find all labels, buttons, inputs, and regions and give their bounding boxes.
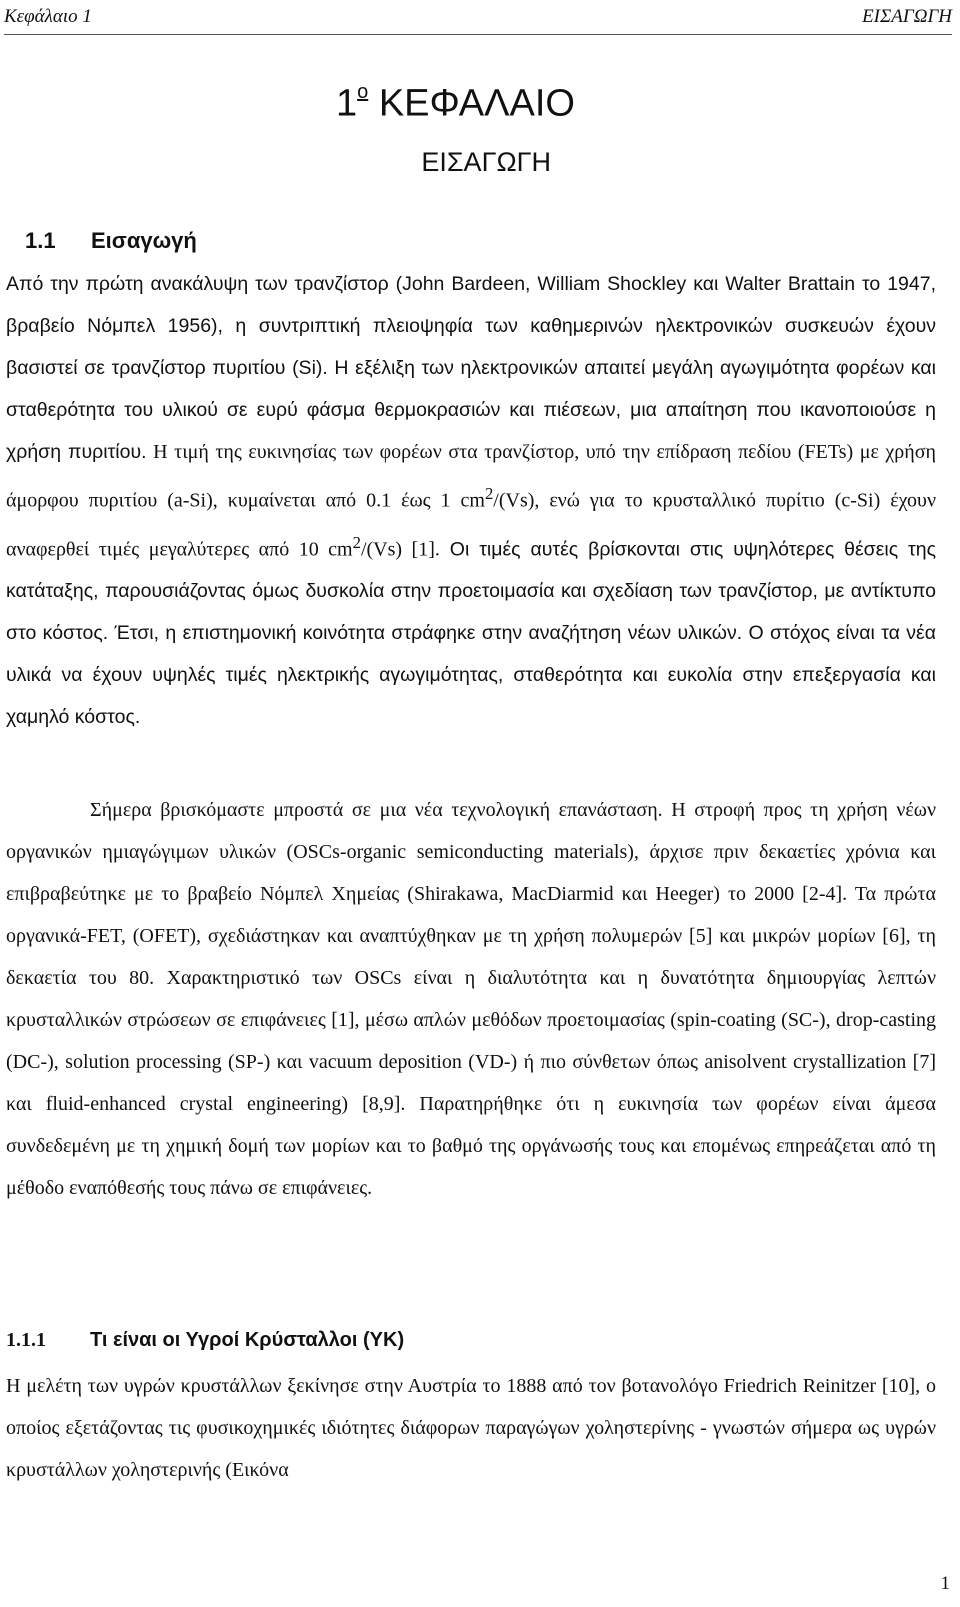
chapter-subtitle [0, 146, 942, 178]
section-number: 1.1 [25, 228, 56, 253]
chapter-ordinal: ο [357, 81, 369, 103]
paragraph-text-a: Από την πρώτη ανακάλυψη των τρανζίστορ (John Bardeen, William Shockley και Walter Brattain το 1947, βραβείο Νόμπελ 1956), η συντριπτική πλειοψηφία των καθημερινών ηλεκτρονικών συσκευών έχουν βασιστεί σε τρανζίστορ πυριτίου (Si). [6, 273, 936, 379]
paragraph-text-f: Οι τιμές αυτές βρίσκονται στις υψηλότερες θέσεις της κατάταξης, παρουσιάζοντας όμως δυσκολία στην προετοιμασία και σχεδίαση των τρανζίστορ, με αντίκτυπο στο κόστος. Έτσι, η επιστημονική κοινότητα στράφηκε στην αναζήτηση νέων υλικών. [6, 538, 936, 645]
superscript-2: 2 [352, 532, 361, 552]
paragraph-text-b: Η εξέλιξη των ηλεκτρονικών απαιτεί μεγάλη αγωγιμότητα φορέων και σταθερότητα του υλικού σε ευρύ φάσμα θερμοκρασιών και πιέσεων, μια απαίτηση που ικανοποιούσε η χρήση πυριτίου. [6, 357, 936, 463]
chapter-title [336, 74, 575, 126]
header-chapter-label: Κεφάλαιο 1 [4, 6, 92, 27]
paragraph-text-d: /(Vs), ενώ για το κρυσταλλικό πυρίτιο (c-Si) έχουν αναφερθεί τιμές μεγαλύτερες από 10 cm [6, 489, 936, 561]
subsection-heading [6, 1325, 404, 1355]
header-section-label: ΕΙΣΑΓΩΓΗ [862, 6, 952, 27]
intro-paragraph [6, 263, 936, 738]
page-header [4, 4, 952, 35]
paragraph-text-g: Ο στόχος είναι τα νέα υλικά να έχουν υψηλές τιμές ηλεκτρικής αγωγιμότητας, σταθερότητα και ευκολία στην επεξεργασία και χαμηλό κόστος. [6, 622, 936, 729]
paragraph-text-c: Η τιμή της ευκινησίας των φορέων στα τρανζίστορ, υπό την επίδραση πεδίου (FETs) με χρήση άμορφου πυριτίου (a-Si), κυμαίνεται από 0.1 έως 1 cm [6, 441, 936, 512]
chapter-subtitle-text: ΕΙΣΑΓΩΓΗ [421, 147, 551, 177]
subsection-number: 1.1.1 [6, 1329, 46, 1351]
section-title: Εισαγωγή [91, 228, 197, 253]
page-number: 1 [940, 1573, 950, 1594]
chapter-title-text: ΚΕΦΑΛΑΙΟ [378, 82, 575, 125]
paragraph-text-e: /(Vs) [1]. [360, 538, 440, 561]
revolution-paragraph: Σήμερα βρισκόμαστε μπροστά σε μια νέα τεχνολογική επανάσταση. Η στροφή προς τη χρήση νέων οργανικών ημιαγώγιμων υλικών (OSCs-organic semiconducting materials), άρχισε πριν δεκαετίες χρόνια και επιβραβεύτηκε με το βραβείο Νόμπελ Χημείας (Shirakawa, MacDiarmid και Heeger) το 2000 [2-4]. Τα πρώτα οργανικά-FET, (OFET), σχεδιάστηκαν και αναπτύχθηκαν με τη χρήση πολυμερών [5] και μικρών μορίων [6], τη δεκαετία του 80. Χαρακτηριστικό των OSCs είναι η διαλυτότητα και η δυνατότητα δημιουργίας λεπτών κρυσταλλικών στρώσεων σε επιφάνειες [1], μέσω απλών μεθόδων προετοιμασίας (spin-coating (SC-), drop-casting (DC-), solution processing (SP-) και vacuum deposition (VD-) ή πιο σύνθετων όπως anisolvent crystallization [7] και fluid-enhanced crystal engineering) [8,9]. Παρατηρήθηκε ότι η ευκινησία των φορέων είναι άμεσα συνδεδεμένη με τη χημική δομή των μορίων και το βαθμό της οργάνωσής τους και επομένως επηρεάζεται από τη μέθοδο εναπόθεσής τους πάνω σε επιφάνειες. [6, 799, 936, 1199]
liquid-crystals-paragraph: Η μελέτη των υγρών κρυστάλλων ξεκίνησε στην Αυστρία το 1888 από τον βοτανολόγο Friedrich Reinitzer [10], ο οποίος εξετάζοντας τις φυσικοχημικές ιδιότητες διάφορων παραγώγων χοληστερίνης - γνωστών σήμερα ως υγρών κρυστάλλων χοληστερινής (Εικόνα [6, 1375, 936, 1481]
section-heading [25, 226, 197, 256]
superscript-1: 2 [484, 484, 494, 503]
subsection-title: Τι είναι οι Υγροί Κρύσταλλοι (ΥΚ) [90, 1329, 405, 1351]
chapter-number: 1 [336, 82, 358, 125]
